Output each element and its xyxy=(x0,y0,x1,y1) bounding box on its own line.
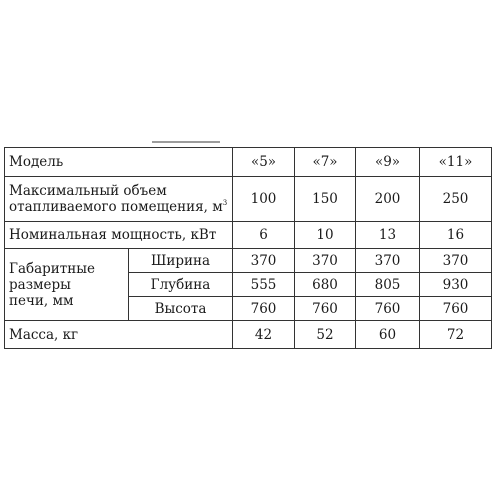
nominal-power-value: 10 xyxy=(295,222,356,249)
width-value: 370 xyxy=(233,249,295,273)
nominal-power-label: Номинальная мощность, кВт xyxy=(5,222,233,249)
specifications-table xyxy=(4,147,492,349)
height-value: 760 xyxy=(420,297,492,321)
model-row xyxy=(5,148,492,177)
model-7-header: «7» xyxy=(295,148,356,177)
width-value: 370 xyxy=(420,249,492,273)
mass-row xyxy=(5,321,492,349)
heated-volume-row xyxy=(5,177,492,222)
depth-value: 805 xyxy=(356,273,420,297)
mass-label: Масса, кг xyxy=(5,321,233,349)
model-5-header: «5» xyxy=(233,148,295,177)
depth-value: 930 xyxy=(420,273,492,297)
height-value: 760 xyxy=(295,297,356,321)
mass-value: 52 xyxy=(295,321,356,349)
nominal-power-value: 16 xyxy=(420,222,492,249)
model-9-header: «9» xyxy=(356,148,420,177)
model-header-label: Модель xyxy=(5,148,233,177)
mass-value: 60 xyxy=(356,321,420,349)
width-value: 370 xyxy=(356,249,420,273)
heated-volume-value: 150 xyxy=(295,177,356,222)
heated-volume-value: 250 xyxy=(420,177,492,222)
depth-value: 555 xyxy=(233,273,295,297)
dimensions-label: Габаритные размеры печи, мм xyxy=(5,249,129,321)
height-label: Высота xyxy=(129,297,233,321)
heated-volume-label: Максимальный объем отапливаемого помещения, $м^3$ xyxy=(5,177,233,222)
heated-volume-value: 200 xyxy=(356,177,420,222)
height-value: 760 xyxy=(233,297,295,321)
width-row xyxy=(5,249,492,273)
nominal-power-value: 6 xyxy=(233,222,295,249)
height-value: 760 xyxy=(356,297,420,321)
mass-value: 42 xyxy=(233,321,295,349)
width-value: 370 xyxy=(295,249,356,273)
heated-volume-value: 100 xyxy=(233,177,295,222)
mass-value: 72 xyxy=(420,321,492,349)
depth-label: Глубина xyxy=(129,273,233,297)
cropped-top-edge xyxy=(152,141,220,143)
nominal-power-row xyxy=(5,222,492,249)
nominal-power-value: 13 xyxy=(356,222,420,249)
model-11-header: «11» xyxy=(420,148,492,177)
depth-value: 680 xyxy=(295,273,356,297)
width-label: Ширина xyxy=(129,249,233,273)
